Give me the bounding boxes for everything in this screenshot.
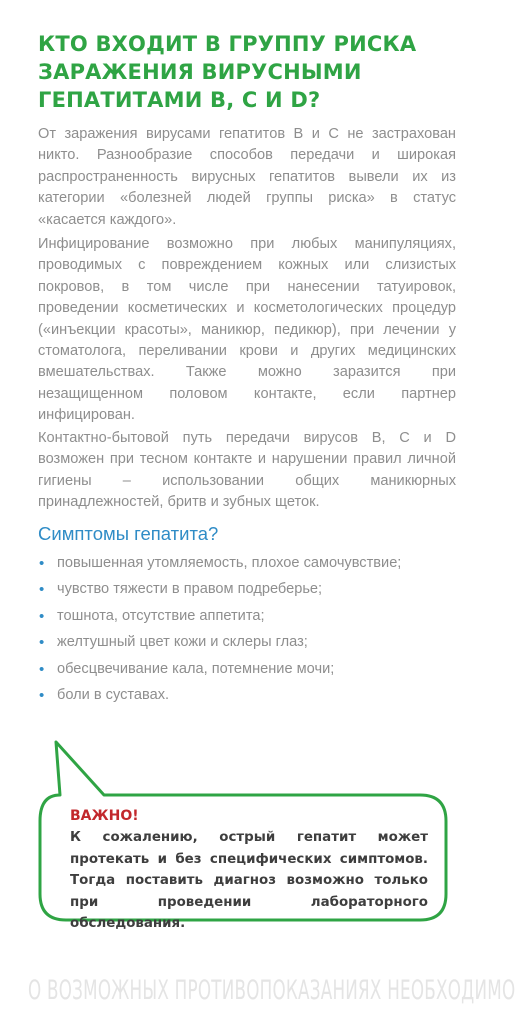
- paragraph-household-transmission: Контактно-бытовой путь передачи вирусов В, С и D возможен при тесном контакте и нарушении правил личной гигиены – использовании общих маникюрных принадлежностей, бритв и зубных щеток.: [38, 430, 456, 511]
- bullet-icon: •: [39, 607, 45, 625]
- page-title: КТО ВХОДИТ В ГРУППУ РИСКА ЗАРАЖЕНИЯ ВИРУСНЫМИ ГЕПАТИТАМИ В, С И D?: [38, 32, 417, 112]
- symptom-text: тошнота, отсутствие аппетита;: [57, 607, 265, 624]
- bullet-icon: •: [39, 581, 45, 599]
- bullet-icon: •: [39, 634, 45, 652]
- symptoms-heading: Симптомы гепатита?: [38, 523, 219, 544]
- symptom-text: повышенная утомляемость, плохое самочувствие;: [57, 555, 402, 571]
- paragraph-risk-everyone: От заражения вирусами гепатитов В и С не застрахован никто. Разнообразие способов передачи и широкая распространенность вирусных гепатитов вывели их из категории «болезней людей группы риска» в статус «касается каждого».: [38, 126, 456, 228]
- important-label: ВАЖНО!: [70, 808, 139, 824]
- symptom-text: чувство тяжести в правом подреберье;: [57, 581, 323, 598]
- important-notice: [70, 806, 428, 935]
- footer-faded-text: О ВОЗМОЖНЫХ ПРОТИВОПОКАЗАНИЯХ НЕОБХОДИМО: [28, 975, 515, 1006]
- bullet-icon: •: [39, 687, 45, 705]
- bullet-icon: •: [39, 660, 45, 678]
- symptom-text: обесцвечивание кала, потемнение мочи;: [57, 660, 335, 677]
- paragraph-infection-ways: Инфицирование возможно при любых манипуляциях, проводимых с повреждением кожных или слизистых покровов, в том числе при нанесении татуировок, проведении косметических и косметологических процедур («инъекции красоты», маникюр, педикюр), при лечении у стоматолога, переливании крови и других медицинских вмешательствах. Также можно заразится при незащищенном половом контакте, если партнер инфицирован.: [38, 236, 456, 424]
- bullet-icon: •: [39, 555, 45, 572]
- symptom-text: боли в суставах.: [57, 687, 170, 704]
- important-text: К сожалению, острый гепатит может протекать и без специфических симптомов. Тогда поставить диагноз возможно только при проведении лабораторного обследования.: [70, 830, 428, 932]
- symptom-text: желтушный цвет кожи и склеры глаз;: [57, 634, 308, 651]
